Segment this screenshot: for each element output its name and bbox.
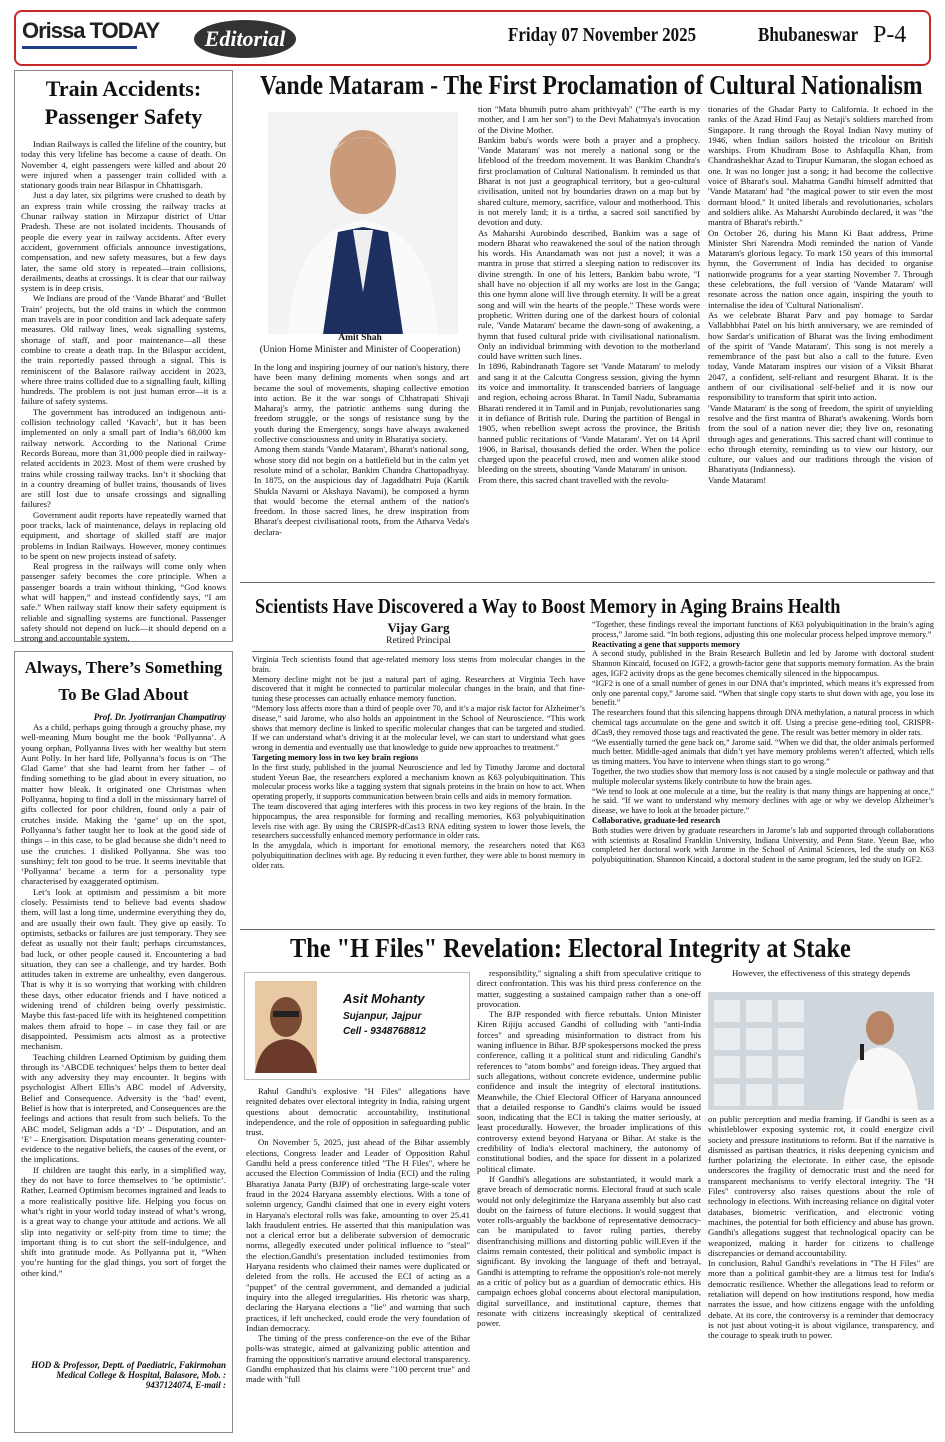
train-body — [15, 131, 232, 644]
paragraph: on public perception and media framing. If Gandhi is seen as a whistleblower exposing systemic rot, it could energize civil society and pressure institutions to reform. But if the narrative is dismissed as partisan theatrics, it risks deepening cynicism and further polarizing the electorate. In either case, the episode underscores the fragility of democratic trust and the need for transparent mechanisms to verify electoral integrity. The "H Files" controversy also raises questions about the role of technology in elections. With increasing reliance on digital voter databases, biometric verification, and electronic voting machines, the potential for both efficiency and abuse has grown. Gandhi's allegations suggest that technological opacity can be weaponized, making it harder for citizens to challenge discrepancies or demand accountability. — [708, 1114, 934, 1258]
paragraph: The researchers found that this silencing happens through DNA methylation, a natural process in which chemical tags accumulate on the gene and switch it off. Using a precise gene-editing tool, CRISPR-dCas9, they removed those tags and reactivated the gene. The result was better memory in older rats. — [592, 708, 934, 737]
train-title: Train Accidents: — [45, 76, 202, 101]
hfiles-author-box — [244, 972, 470, 1080]
memory-byline — [252, 620, 585, 646]
vande-caption — [252, 332, 468, 356]
caption-name: Amit Shah — [338, 333, 382, 343]
hfiles-col-3 — [708, 1114, 934, 1434]
paragraph: Indian Railways is called the lifeline of the country, but today this very lifeline has become a cause of death. On November 4, eight passengers were killed and about 20 were injured when a passenger train collided with a stationary goods train near Bilaspur in Chhattisgarh. — [21, 139, 226, 191]
hfiles-phone: Cell - 9348768812 — [343, 1026, 426, 1037]
paragraph: As a child, perhaps going through a grouchy phase, my well-meaning Mum bought me the book ‘Pollyanna’. A young orphan, Pollyanna lives with her wealthy but stern Aunt Polly. In her hard life, Pollyanna’s focus is on ‘The Glad Game’ that she had learnt from her father – of finding something to be glad about in every situation, no matter how bleak. It originated one Christmas when Pollyanna, hoping to find a doll in the missionary barrel of gifts collected for poor children, found only a pair of crutches inside. Making the ‘game’ up on the spot, Pollyanna’s father taught her to look at the good side of things – in this case, to be glad because she didn’t need to use the crutches. I disliked Pollyanna. She was too sunshiny; felt too good to be true. It seems inevitable that ‘Pollyanna’ became a term for a personality type characterised by exaggerated optimism. — [21, 722, 226, 887]
paragraph: Rahul Gandhi's explosive "H Files" allegations have reignited debates over electoral integrity in India, raising urgent questions about democratic accountability, institutional independence, and the role of opposition in safeguarding public trust. — [246, 1086, 470, 1138]
paragraph: Government audit reports have repeatedly warned that poor tracks, lack of maintenance, delays in replacing old equipment, and shortage of skilled staff are major problems in Indian Railways. However, money continues to be spent on new projects instead of safety. — [21, 509, 226, 561]
subheading: Collaborative, graduate-led research — [592, 815, 721, 825]
memory-author: Vijay Garg — [387, 620, 450, 635]
paragraph: In the amygdala, which is important for emotional memory, the researchers noted that K63 polyubiquitination declines with age. By reducing it even further, they were able to boost memory in older rats. — [252, 841, 585, 870]
divider — [240, 582, 935, 583]
glad-article — [14, 651, 233, 1433]
paragraph: tionaries of the Ghadar Party to California. It echoed in the ranks of the Azad Hind Fauj as Netaji's soldiers marched from Singapore. It rang through the Royal Indian Navy mutiny of 1946, when Indian sailors hoisted the tricolour on British warships. From Khudiram Bose to Ashfaqulla Khan, from Chandrashekhar Azad to Tirupur Kumaran, the slogan echoed as one. It was no longer just a song; it had become the collective voice of Bharat's soul. Mahatma Gandhi himself admitted that 'Vande Mataram' had "the magical power to stir even the most dormant blood." It united liberals and revolutionaries, scholars and soldiers alike. As Maharshi Aurobindo declared, it was "the mantra of Bharat's rebirth." — [708, 104, 933, 228]
glad-footer: HOD & Professor, Deptt. of Paediatric, Fakirmohan Medical College & Hospital, Balasore, Mob. : 9437124074, E-mail : — [31, 1360, 226, 1390]
paragraph: “We tend to look at one molecule at a time, but the reality is that many things are happening at once,” he said. “If we want to understand why memory declines with age or why we develop Alzheimer’s disease, we have to look at the broader picture.” — [592, 786, 934, 816]
vande-col-3 — [708, 104, 933, 570]
vande-title: Vande Mataram - The First Proclamation of Cultural Nationalism — [260, 70, 923, 100]
paragraph: tion "Mata bhumih putro aham prithivyah" ("The earth is my mother, and I am her son") to the Devi Mahatmya's invocation of the Divine Mother. — [478, 104, 700, 135]
paragraph: responsibility," signaling a shift from speculative critique to direct confrontation. This was his third press conference on the matter, suggesting a sustained campaign rather than a one-off provocation. — [477, 968, 701, 1009]
hfiles-title: The "H Files" Revelation: Electoral Integrity at Stake — [290, 933, 851, 963]
paragraph: As Maharshi Aurobindo described, Bankim was a sage of modern Bharat who reawakened the soul of the nation through his words. His Anandamath was not just a novel; it was a mantra in prose that stirred a sleeping nation to rediscover its divine strength. In one of his letters, Bankim babu wrote, "I shall have no objection if all my works are lost in the Ganga; this one hymn alone will live through eternity. It will be a great song and will win the hearts of the people." These words were prophetic. Written during one of the darkest hours of colonial rule, 'Vande Mataram' became the dawn-song of awakening, a hymn that fused cultural pride with civilisational nationalism. Only an individual brimming with devotion to the motherland could have written such lines. — [478, 227, 700, 362]
vande-col-2 — [478, 104, 700, 570]
train-title-2: Passenger Safety — [44, 104, 203, 129]
hfiles-col-3-top: However, the effectiveness of this strategy depends — [732, 968, 911, 978]
memory-col-2 — [592, 620, 934, 925]
paragraph: “IGF2 is one of a small number of genes in our DNA that’s imprinted, which means it’s expressed from only one parental copy,” Jarome said. “When that single copy starts to shut down with age, you lose its benefit.” — [592, 678, 934, 708]
divider — [252, 651, 585, 652]
date: Friday 07 November 2025 — [508, 24, 697, 46]
hfiles-col-2 — [477, 968, 701, 1434]
paragraph: A second study, published in the Brain Research Bulletin and led by Jarome with doctoral student Shannon Kincaid, focused on IGF2, a growth-factor gene that supports memory formation. As the brain ages, IGF2 activity drops as the gene becomes chemically silenced in the hippocampus. — [592, 649, 934, 678]
glad-body — [15, 722, 232, 1358]
page-number: P-4 — [873, 22, 907, 48]
paragraph: Let’s look at optimism and pessimism a bit more closely. Pessimists tend to believe bad events shadow them, will last a long time, undermine everything they do, and are usually their own fault. They give up easily. To optimists, setbacks or failures are just temporary. They see defeat as usually not their fault; perhaps circumstances, bad luck, or other people caused it. Encountering a bad situation, they can see a challenge, and try harder. Both attitudes taken in extreme are unhealthy, even dangerous. That is why it is so worrying that working with children these days, other educator friends and I have noticed a widening trend of children being overly pessimistic. Maybe this fast-paced life with its heightened competition makes them afraid to hope – in case they fail or are disappointed. Pessimism acts almost as a protective mechanism. — [21, 886, 226, 1052]
paragraph: Virginia Tech scientists found that age-related memory loss stems from molecular changes in the brain. — [252, 655, 585, 674]
memory-role: Retired Principal — [386, 636, 451, 646]
paragraph: Just a day later, six pilgrims were crushed to death by an express train while crossing the railway tracks at Chunar railway station in Mirzapur district of Uttar Pradesh. These are not isolated incidents. Thousands of people die every year in railway accidents. After every accident, government officials announce investigations, compensation, and new safety measures, but a few days later, the same old story is repeated—train collisions, derailments, deaths at crossings. It is clear that our railway system is in deep crisis. — [21, 190, 226, 294]
paragraph: Among them stands 'Vande Mataram', Bharat's national song, whose story did not begin on a battlefield but in the calm yet resolute mind of a scholar, Bankim Chandra Chattopadhyay. In 1875, on the auspicious day of Jagaddhatri Puja (Kartik Shukla Navami or Akshaya Navami), he composed a hymn that would become the eternal anthem of the nation's freedom. In those sacred lines, he drew inspiration from Bharat's deepest civilisational roots, from the Atharva Veda's declara- — [254, 444, 469, 537]
paragraph: If children are taught this early, in a simplified way, they do not have to force themselves to ‘be optimistic’. Rather, Learned Optimism becomes ingrained and leads to a more realistically positive life. Helping you focus on what’s right in your world today instead of what’s wrong, is a great way to change your attitude and actions. We all slip into negativity or self-pity from time to time; the important thing is to cut short the self-indulgence, and shift into gratitude mode. As Pollyanna put it, “When you’re hunting for the glad things, you sort of forget the other kind.” — [21, 1164, 226, 1278]
subheading: Reactivating a gene that supports memory — [592, 639, 741, 649]
paragraph: In conclusion, Rahul Gandhi's revelations in "The H Files" are more than a political gambit-they are a litmus test for India's democratic resilience. Whether the allegations lead to reform or retaliation will depend on how institutions respond, how media narrates the issue, and how citizens engage with the unfolding debate. At its core, the controversy is a reminder that democracy is not just about voting-it is about vigilance, transparency, and the courage to speak truth to power. — [708, 1258, 934, 1341]
vande-col-1 — [254, 362, 469, 570]
glad-title: Always, There’s Something — [24, 658, 223, 677]
paragraph: Together, the two studies show that memory loss is not caused by a single molecule or pathway and that multiple molecular systems likely contribute to how the brain ages. — [592, 766, 934, 786]
glad-title-2: To Be Glad About — [58, 685, 189, 704]
paragraph: We Indians are proud of the ‘Vande Bharat’ and ‘Bullet Train’ projects, but the old trains in which the common man travels are in poor condition and lack adequate safety measures. Old railway lines, weak signalling systems, shortage of staff, and poor maintenance—all these combine to create a death trap. In the Bilaspur accident, the train reportedly passed through a signal. This is reminiscent of the Balasore railway accident in 2023, where three trains collided due to a signalling fault, killing hundreds. The problem is not just human error—it is a failure of safety systems. — [21, 293, 226, 407]
paragraph: “Memory loss affects more than a third of people over 70, and it’s a major risk factor for Alzheimer’s disease,” said Jarome, who also holds an appointment in the School of Neuroscience. “This work shows that memory decline is linked to specific molecular changes that can be targeted and studied. If we can understand what’s driving it at the molecular level, we can start to understand what goes wrong in dementia and eventually use that knowledge to guide new approaches to treatment.” — [252, 703, 585, 753]
paragraph: “We essentially turned the gene back on,” Jarome said. “When we did that, the older animals performed much better. Middle-aged animals that didn’t yet have memory problems weren’t affected, which tells us timing matters. You have to intervene when things start to go wrong.” — [592, 737, 934, 767]
city: Bhubaneswar — [758, 24, 859, 46]
paragraph: The government has introduced an indigenous anti-collision technology called ‘Kavach’, but it has been implemented on only a small part of India’s 68,000 km railway network. According to the National Crime Records Bureau, more than 31,000 people died in railway-related accidents in 2023. Most of them were crushed by trains while crossing railway tracks. Isn’t it shocking that in a country dreaming of bullet trains, thousands of lives are still lost due to unsafe crossings and signalling failures? — [21, 406, 226, 510]
paragraph: 'Vande Mataram' is the song of freedom, the spirit of unyielding resolve and the first mantra of Bharat's awakening. Words born from the soul of a nation never die; they live on, resonating through ages and generations. This sacred chant will continue to echo through eternity, reminding us to view our history, our culture, our values and our traditions through the vision of Bharatiyata (Indianness). — [708, 402, 933, 475]
glad-author: Prof. Dr. Jyotirranjan Champatiray — [93, 712, 226, 722]
hfiles-author: Asit Mohanty — [343, 991, 425, 1006]
author-photo — [255, 981, 317, 1073]
paragraph: In 1896, Rabindranath Tagore set 'Vande Mataram' to melody and sang it at the Calcutta Congress session, giving the hymn its voice and immortality. It transcended barriers of language and region, echoing across Bharat. In Tamil Nadu, Subramania Bharati rendered it in Tamil and in Punjab, revolutionaries sang it in defiance of British rule. During the partition of Bengal in 1905, when rebellion swept across the province, the British banned public recitations of 'Vande Mataram'. Yet on 14 April 1906, in Barisal, thousands defied the order. When the police charged upon the peaceful crowd, men and women alike stood bleeding on the streets, shouting 'Vande Mataram' in unison. — [478, 361, 700, 475]
paragraph: Bankim babu's words were both a prayer and a prophecy. 'Vande Mataram' was not merely a national song or the lifeblood of the freedom movement. It was Bankim Chandra's first proclamation of Cultural Nationalism. It reminded us that Bharat is not just a geographical territory, but a geo-cultural civilisation, united not by boundaries drawn on a map but by shared culture, memory, sacrifice, valour and motherhood. This is not merely land; it is a tirtha, a sacred soil sanctified by devotion and duty. — [478, 134, 700, 228]
memory-col-1 — [252, 655, 585, 925]
rahul-gandhi-photo — [708, 992, 934, 1110]
paragraph: In the long and inspiring journey of our nation's history, there have been many defining moments when songs and art became the soul of movements, shaping collective emotion into action. Be it the war songs of Chhatrapati Shivaji Maharaj's army, the patriotic anthems sung during the freedom struggle, or the songs of resistance sung by the youth during the Emergency, songs have always awakened collective consciousness and unity in Bharatiya society. — [254, 362, 469, 445]
train-article — [14, 70, 233, 642]
paragraph: If Gandhi's allegations are substantiated, it would mark a grave breach of democratic norms. Electoral fraud at such scale would not only delegitimize the Haryana assembly but also cast doubt on the fairness of future elections. It would suggest that voter rolls-arguably the backbone of representative democracy-can be manipulated to favor ruling parties, thereby disenfranchising millions and distorting public will.Even if the claims remain contested, their political and symbolic impact is significant. By invoking the language of theft and betrayal, Gandhi is attempting to reframe the opposition's role-not merely as a critic of policy but as a guardian of democratic ethics. His campaign echoes global concerns about electoral manipulation, digital surveillance, and institutional capture, themes that resonate with citizens increasingly skeptical of centralized power. — [477, 1173, 701, 1329]
paragraph: From there, this sacred chant travelled with the revolu- — [478, 474, 669, 485]
subheading: Targeting memory loss in two key brain regions — [252, 752, 419, 762]
amit-shah-photo — [268, 112, 458, 334]
paragraph: Both studies were driven by graduate researchers in Jarome’s lab and supported through collaborations with scientists at Rosalind Franklin University, Indiana University, and Penn State. Yeeun Bae, who completed her doctoral work with Jarome in the School of Animal Sciences, led the study on K63 polyubiquitination. Shannon Kincaid, a doctoral student in the same program, led the study on IGF2. — [592, 825, 934, 865]
paragraph: In the first study, published in the journal Neuroscience and led by Timothy Jarome and doctoral student Yeeun Bae, the researchers explored a mechanism known as K63 polyubiquitination. This molecular process works like a tagging system that signals proteins in the brain on how to act. When operating properly, it supports communication between brain cells and aids in memory formation. — [252, 762, 585, 802]
paragraph: Memory decline might not be just a natural part of aging. Researchers at Virginia Tech have discovered that it might be connected to particular molecular changes in the brain, and that fine-tuning these processes can actually enhance memory function. — [252, 674, 585, 704]
paragraph: Vande Mataram! — [708, 474, 767, 485]
paragraph: Real progress in the railways will come only when passenger safety becomes the core principle. When a passenger boards a train without thinking, “God knows what will happen,” and instead confidently says, “I am safe.” When railway staff know their safety equipment is reliable and signalling systems are functional. Passenger safety should not depend on luck—it should depend on a strong and accountable system. — [21, 561, 226, 644]
paragraph: The timing of the press conference-on the eve of the Bihar polls-was strategic, aimed at galvanizing public attention and framing the opposition's narrative around electoral transparency. Gandhi emphasized that his claims were "100 percent true" and made with "full — [246, 1333, 470, 1385]
paragraph: On November 5, 2025, just ahead of the Bihar assembly elections, Congress leader and Leader of Opposition Rahul Gandhi held a press conference titled "The H Files", where he accused the Election Commission of India (ECI) and the ruling Bharatiya Janata Party (BJP) of orchestrating large-scale voter fraud in the 2024 Haryana assembly elections. With a tone of solemn urgency, Gandhi claimed that one in every eight voters in Haryana's electoral rolls was fake, amounting to over 25.41 lakh fraudulent entries. He asserted that this manipulation was not a clerical error but a deliberate subversion of democratic norms, allegedly executed under political influence to "steal" the election.Gandhi's presentation included testimonies from Haryana residents who claimed their names were duplicated or deleted from the rolls. He accused the ECI of acting as a "puppet" of the central government, and demanded a judicial inquiry into the alleged irregularities. His rhetoric was sharp, declaring the Haryana elections a "lie" and warning that such practices, if left unchecked, could erode the very foundation of Indian democracy. — [246, 1137, 470, 1333]
divider — [240, 929, 935, 930]
logo: Orissa TODAY — [22, 18, 159, 44]
hfiles-col-1 — [246, 1086, 470, 1434]
paragraph: Teaching children Learned Optimism by guiding them through its ‘ABCDE techniques’ helps them to better deal with any adversity they may encounter. It begins with psychologist Albert Ellis’s ABC model of Adversity, Belief and Consequence. Adversity is the ‘bad’ event, Belief is how that is interpreted, and Consequences are the feelings and actions that result from such beliefs. To the ABC model, Seligman adds a ‘D’ – Disputation, and an ‘E’ – Energisation. Disputation means generating counter-evidence to the negative beliefs, the causes of the event, or the implications. — [21, 1051, 226, 1165]
memory-title: Scientists Have Discovered a Way to Boost Memory in Aging Brains Health — [255, 594, 841, 618]
paragraph: The team discovered that aging interferes with this process in two key regions of the brain. In the hippocampus, the area responsible for forming and recalling memories, K63 polyubiquitination levels rise with age. By using the CRISPR-dCas13 RNA editing system to lower those levels, the researchers successfully enhanced memory performance in older rats. — [252, 801, 585, 841]
caption-role: (Union Home Minister and Minister of Cooperation) — [259, 345, 461, 355]
paragraph: The BJP responded with fierce rebuttals. Union Minister Kiren Rijiju accused Gandhi of colluding with "anti-India forces" and spreading misinformation to distract from his waning influence in Bihar. BJP spokespersons mocked the press conference, calling it a political stunt and ridiculing Gandhi's references to "atom bombs" and foreign ideas. They argued that such allegations, without concrete evidence, undermine public confidence and insult the integrity of electoral institutions. Meanwhile, the Chief Electoral Officer of Haryana announced that a detailed response to Gandhi's claims would be issued soon, indicating that the ECI is taking the matter seriously, at least procedurally. However, the broader implications of this controversy extend beyond Haryana or Bihar. At stake is the credibility of India's electoral machinery, the autonomy of constitutional bodies, and the space for dissent in a polarized political climate. — [477, 1009, 701, 1174]
paragraph: On October 26, during his Mann Ki Baat address, Prime Minister Shri Narendra Modi reminded the nation of Vande Mataram's glorious legacy. To mark 150 years of this immortal hymn, the Government of India has decided to organise nationwide programs for a year starting November 7. Through these celebrations, the full version of 'Vande Mataram' will resonate across the nation once again, inspiring the youth to internalise the idea of 'Cultural Nationalism'. — [708, 227, 933, 310]
paragraph: “Together, these findings reveal the important functions of K63 polyubiquitination in the brain’s aging process,” Jarome said. “In both regions, adjusting this one molecular process helped improve memory.” — [592, 620, 934, 639]
hfiles-place: Sujanpur, Jajpur — [343, 1011, 422, 1022]
section-badge: Editorial — [194, 20, 296, 58]
paragraph: As we celebrate Bharat Parv and pay homage to Sardar Vallabhbhai Patel on his birth anniversary, we are reminded of how Sardar's unification of Bharat was the living embodiment of the spirit of 'Vande Mataram'. This song is not merely a remembrance of the past but also a call to the future. Even today, Vande Mataram inspires our vision of a Viksit Bharat 2047, a confident, self-reliant and resurgent Bharat. It is the anthem of our civilisational self-belief and it is now our responsibility to transform that spirit into action. — [708, 309, 933, 403]
